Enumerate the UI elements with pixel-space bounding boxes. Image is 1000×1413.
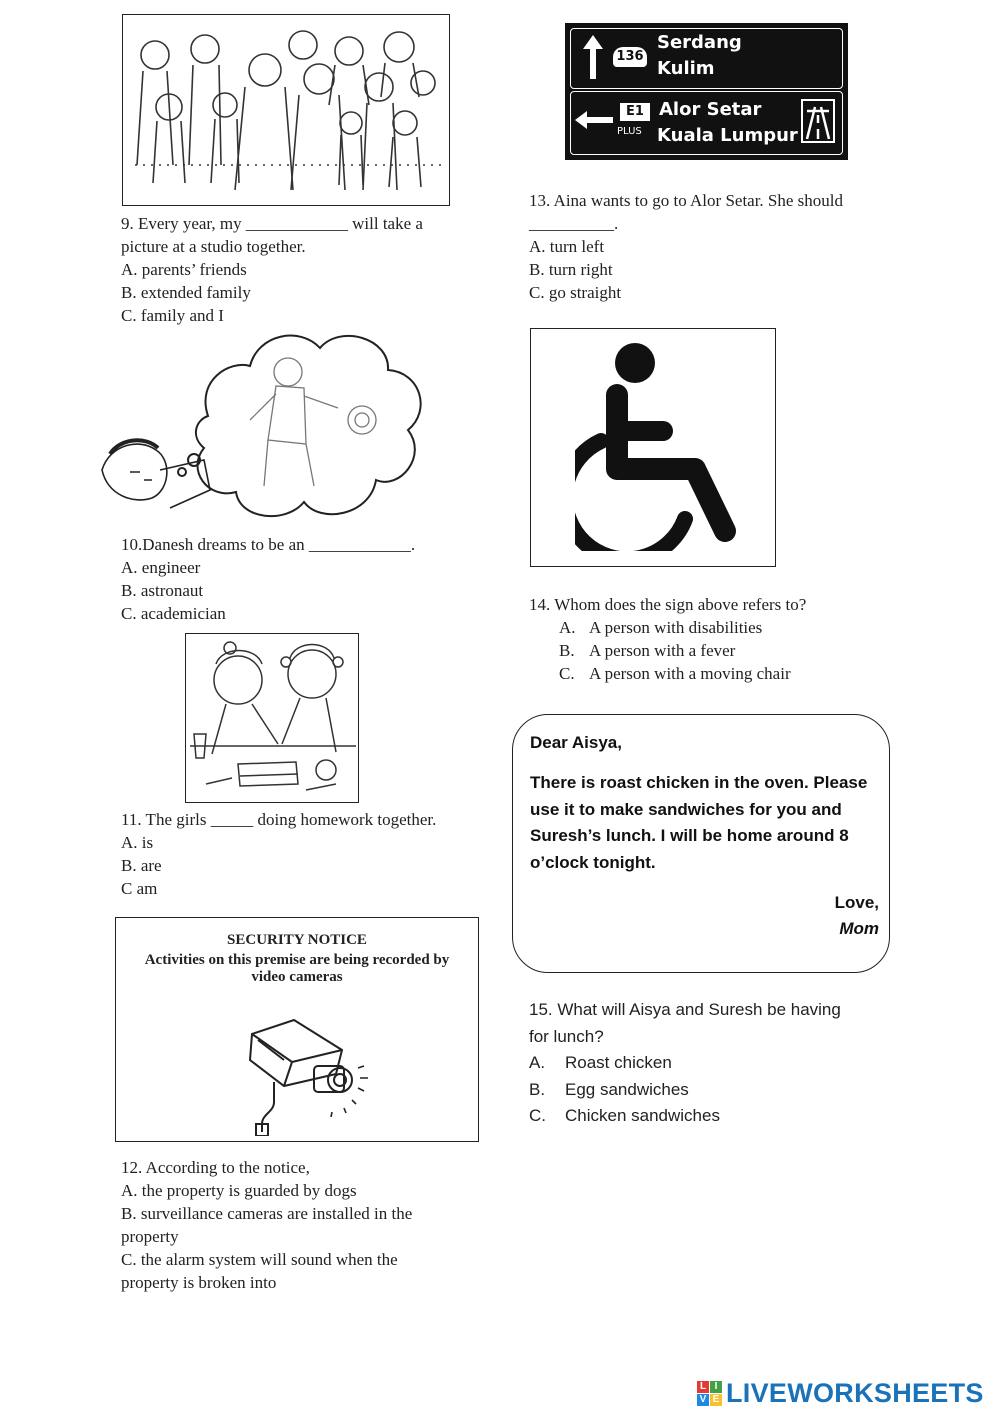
question-13-option-b[interactable]: B. turn right bbox=[529, 260, 613, 279]
question-15-option-a-letter: A. bbox=[529, 1053, 546, 1072]
note-body-line1: There is roast chicken in the oven. Please bbox=[530, 773, 868, 792]
question-15-option-c-text: Chicken sandwiches bbox=[565, 1106, 720, 1125]
question-14-option-c-letter: C. bbox=[559, 664, 575, 683]
question-13-option-c[interactable]: C. go straight bbox=[529, 283, 622, 302]
question-15-option-a-text: Roast chicken bbox=[565, 1053, 672, 1072]
security-notice-line2: video cameras bbox=[251, 969, 343, 985]
question-12-option-a[interactable]: A. the property is guarded by dogs bbox=[121, 1181, 357, 1200]
question-11 bbox=[121, 808, 436, 900]
note-signature: Mom bbox=[839, 919, 879, 938]
highway-icon bbox=[801, 99, 835, 143]
question-9-option-b[interactable]: B. extended family bbox=[121, 283, 251, 302]
route-badge-e1 bbox=[620, 103, 650, 121]
question-14-option-b[interactable] bbox=[529, 639, 806, 662]
question-10-option-c[interactable]: C. academician bbox=[121, 604, 226, 623]
question-13-text-line1: 13. Aina wants to go to Alor Setar. She should bbox=[529, 191, 844, 210]
note-greeting: Dear Aisya, bbox=[530, 733, 622, 752]
wheelchair-sign bbox=[530, 328, 776, 567]
route-badge-e1-text: E1 bbox=[626, 104, 644, 119]
arrow-left-icon bbox=[575, 111, 613, 129]
question-10-option-a[interactable]: A. engineer bbox=[121, 558, 201, 577]
question-14-option-c[interactable] bbox=[529, 662, 806, 685]
question-11-option-c[interactable]: C am bbox=[121, 879, 158, 898]
question-12-text: 12. According to the notice, bbox=[121, 1158, 310, 1177]
security-notice bbox=[115, 917, 479, 1142]
note-body-line2: use it to make sandwiches for you and bbox=[530, 799, 842, 819]
question-14 bbox=[529, 593, 806, 685]
question-14-option-a-letter: A. bbox=[559, 618, 576, 637]
question-9-option-a[interactable]: A. parents’ friends bbox=[121, 260, 247, 279]
sign-bottom-line2: Kuala Lumpur bbox=[657, 125, 798, 146]
question-15-option-b-letter: B. bbox=[529, 1079, 546, 1099]
question-12-option-c[interactable]: C. the alarm system will sound when the bbox=[121, 1250, 398, 1269]
girls-homework-picture bbox=[185, 633, 359, 803]
note-body-line3: Suresh’s lunch. I will be home around 8 bbox=[530, 826, 849, 845]
dream-picture bbox=[100, 320, 430, 525]
question-10-option-b[interactable]: B. astronaut bbox=[121, 581, 204, 600]
sign-top-line1: Serdang bbox=[657, 32, 742, 53]
question-14-option-c-text: A person with a moving chair bbox=[589, 664, 791, 683]
question-13-option-a[interactable]: A. turn left bbox=[529, 237, 605, 256]
question-11-text: 11. The girls _____ doing homework together. bbox=[121, 810, 437, 829]
question-14-option-b-text: A person with a fever bbox=[589, 641, 736, 660]
note-body-line4: o’clock tonight. bbox=[530, 852, 656, 872]
liveworksheets-logo-icon: L I V E bbox=[697, 1381, 722, 1406]
sign-bottom-line1: Alor Setar bbox=[659, 99, 762, 120]
question-12-option-b[interactable]: B. surveillance cameras are installed in the bbox=[121, 1204, 413, 1223]
question-15-option-a[interactable] bbox=[529, 1050, 841, 1077]
arrow-up-icon bbox=[583, 35, 603, 79]
question-15-option-b[interactable] bbox=[529, 1077, 841, 1104]
question-11-option-b[interactable]: B. are bbox=[121, 856, 162, 875]
sign-top-line2: Kulim bbox=[657, 58, 715, 79]
question-13 bbox=[529, 189, 843, 304]
question-12 bbox=[121, 1156, 412, 1294]
question-14-option-b-letter: B. bbox=[559, 641, 575, 660]
family-picture bbox=[122, 14, 450, 206]
question-12-option-c-cont[interactable]: property is broken into bbox=[121, 1273, 277, 1292]
road-sign bbox=[565, 23, 848, 160]
route-badge-136 bbox=[613, 47, 647, 67]
question-9-text-line1: 9. Every year, my ____________ will take a bbox=[121, 214, 423, 233]
cctv-camera-icon bbox=[244, 1016, 374, 1136]
question-12-option-b-cont[interactable]: property bbox=[121, 1227, 179, 1246]
wheelchair-icon bbox=[575, 341, 745, 551]
note-card bbox=[512, 714, 890, 973]
security-notice-line1: Activities on this premise are being recorded by bbox=[144, 952, 450, 968]
question-9-text-line2: picture at a studio together. bbox=[121, 237, 306, 256]
security-notice-title: SECURITY NOTICE bbox=[227, 932, 367, 948]
question-9 bbox=[121, 212, 423, 327]
route-badge-136-text: 136 bbox=[616, 49, 644, 64]
question-15 bbox=[529, 997, 841, 1130]
question-13-text-line2: __________. bbox=[529, 214, 619, 233]
question-15-option-c[interactable] bbox=[529, 1103, 841, 1130]
question-14-option-a-text: A person with disabilities bbox=[589, 618, 763, 637]
route-badge-plus: PLUS bbox=[617, 126, 642, 137]
question-9-option-c[interactable]: C. family and I bbox=[121, 306, 224, 325]
question-15-text-line1: 15. What will Aisya and Suresh be having bbox=[529, 1000, 841, 1019]
question-10 bbox=[121, 533, 415, 625]
question-15-text-line2: for lunch? bbox=[529, 1026, 604, 1046]
note-closing: Love, bbox=[834, 893, 879, 912]
question-11-option-a[interactable]: A. is bbox=[121, 833, 154, 852]
liveworksheets-logo-text: LIVEWORKSHEETS bbox=[726, 1377, 984, 1408]
question-15-option-b-text: Egg sandwiches bbox=[565, 1079, 689, 1099]
question-14-text: 14. Whom does the sign above refers to? bbox=[529, 595, 807, 614]
question-15-option-c-letter: C. bbox=[529, 1106, 546, 1125]
question-14-option-a[interactable] bbox=[529, 616, 806, 639]
liveworksheets-logo bbox=[697, 1378, 984, 1408]
question-10-text: 10.Danesh dreams to be an ____________. bbox=[121, 535, 416, 554]
